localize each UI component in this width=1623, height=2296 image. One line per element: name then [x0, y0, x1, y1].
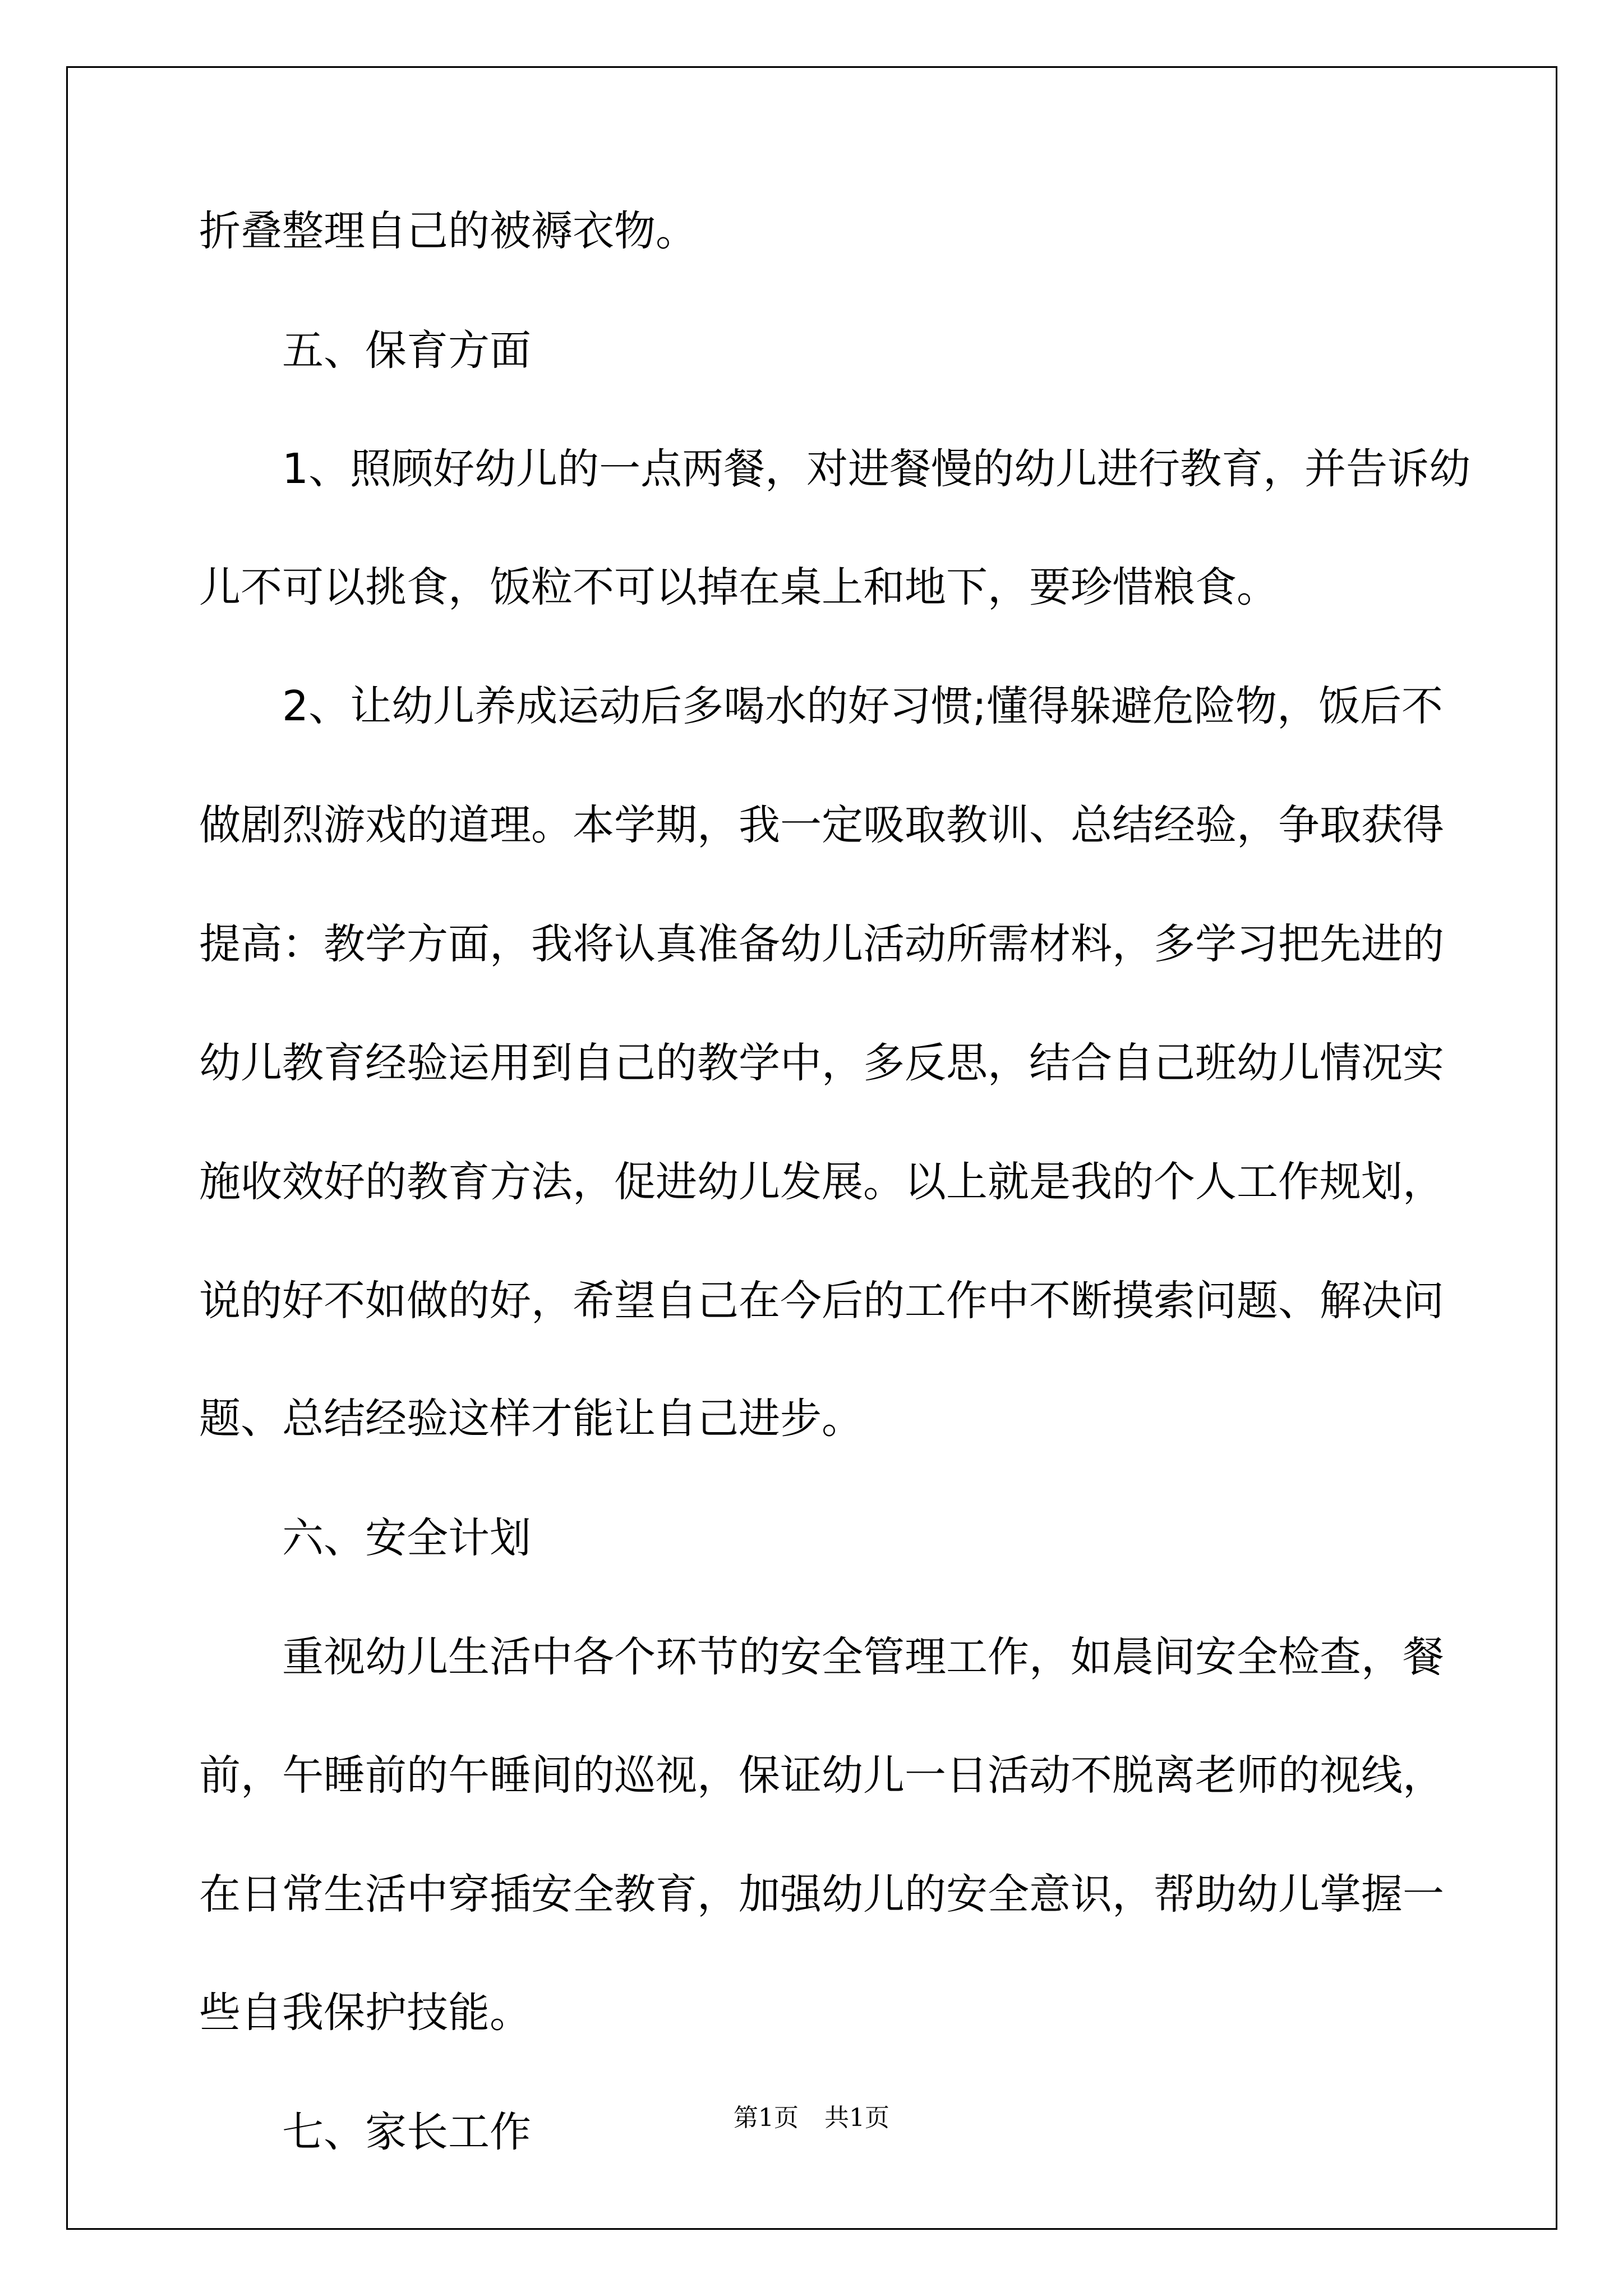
paragraph-line: 施收效好的教育方法，促进幼儿发展。以上就是我的个人工作规划， [199, 1158, 1444, 1206]
paragraph-line: 儿不可以挑食，饭粒不可以掉在桌上和地下，要珍惜粮食。 [199, 563, 1278, 611]
paragraph-line: 重视幼儿生活中各个环节的安全管理工作，如晨间安全检查，餐 [282, 1633, 1444, 1681]
paragraph-line: 提高：教学方面，我将认真准备幼儿活动所需材料，多学习把先进的 [199, 920, 1444, 968]
paragraph-line: 些自我保护技能。 [199, 1989, 531, 2037]
paragraph-line: 1、照顾好幼儿的一点两餐，对进餐慢的幼儿进行教育，并告诉幼 [282, 445, 1471, 493]
page-total: 共1页 [824, 2104, 889, 2132]
paragraph-line: 做剧烈游戏的道理。本学期，我一定吸取教训、总结经验，争取获得 [199, 801, 1444, 849]
paragraph-line: 2、让幼儿养成运动后多喝水的好习惯;懂得躲避危险物，饭后不 [282, 682, 1444, 730]
page-footer [0, 2105, 1623, 2132]
paragraph-line: 折叠整理自己的被褥衣物。 [199, 207, 697, 255]
paragraph-line: 幼儿教育经验运用到自己的教学中，多反思，结合自己班幼儿情况实 [199, 1039, 1444, 1087]
section-heading: 六、安全计划 [282, 1514, 531, 1562]
paragraph-line: 说的好不如做的好，希望自己在今后的工作中不断摸索问题、解决问 [199, 1277, 1444, 1325]
page-number: 第1页 [734, 2104, 799, 2132]
section-heading: 五、保育方面 [282, 326, 531, 375]
section-heading: 七、家长工作 [282, 2108, 531, 2156]
paragraph-line: 在日常生活中穿插安全教育，加强幼儿的安全意识，帮助幼儿掌握一 [199, 1870, 1444, 1918]
paragraph-line: 前，午睡前的午睡间的巡视，保证幼儿一日活动不脱离老师的视线， [199, 1751, 1444, 1800]
paragraph-line: 题、总结经验这样才能让自己进步。 [199, 1395, 863, 1443]
